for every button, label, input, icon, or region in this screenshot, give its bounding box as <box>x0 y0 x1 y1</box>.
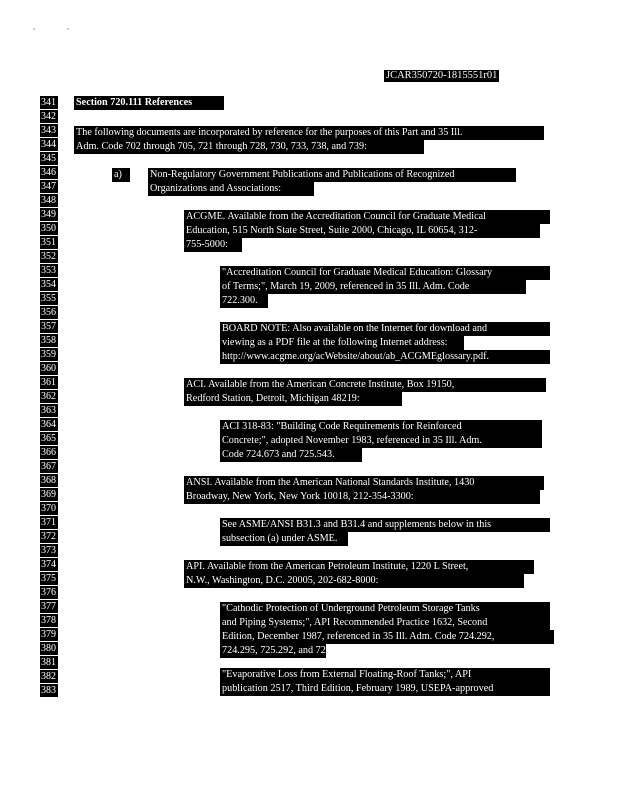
line-number: 352 <box>41 251 56 262</box>
line-number: 372 <box>41 531 56 542</box>
line-number: 358 <box>41 335 56 346</box>
line-number: 341 <box>41 97 56 108</box>
line-number: 382 <box>41 671 56 682</box>
line-number: 353 <box>41 265 56 276</box>
ansi-note-line-2: subsection (a) under ASME. <box>220 532 348 546</box>
api-line-2: N.W., Washington, D.C. 20005, 202-682-8000: <box>184 574 524 588</box>
line-number: 378 <box>41 615 56 626</box>
line-number: 371 <box>41 517 56 528</box>
line-number: 342 <box>41 111 56 122</box>
line-number: 349 <box>41 209 56 220</box>
line-number: 350 <box>41 223 56 234</box>
ansi-note-line-1: See ASME/ANSI B31.3 and B31.4 and supplements below in this <box>220 518 550 532</box>
aci-doc-line-2: Concrete;", adopted November 1983, referenced in 35 Ill. Adm. <box>220 434 542 448</box>
line-number: 370 <box>41 503 56 514</box>
acgme-line-2: Education, 515 North State Street, Suite 2000, Chicago, IL 60654, 312- <box>184 224 540 238</box>
line-number: 366 <box>41 447 56 458</box>
line-number: 351 <box>41 237 56 248</box>
line-number: 363 <box>41 405 56 416</box>
intro-line-1: The following documents are incorporated by reference for the purposes of this Part and 35 Ill. <box>74 126 544 140</box>
acgme-doc-line-2: of Terms;", March 19, 2009, referenced in 35 Ill. Adm. Code <box>220 280 526 294</box>
line-number: 344 <box>41 139 56 150</box>
api-doc2-line-1: "Evaporative Loss from External Floating-Roof Tanks;", API <box>220 668 550 682</box>
line-number: 376 <box>41 587 56 598</box>
line-number: 379 <box>41 629 56 640</box>
acgme-note-line-2: viewing as a PDF file at the following Internet address: <box>220 336 464 350</box>
item-a-line-1: Non-Regulatory Government Publications and Publications of Recognized <box>148 168 516 182</box>
acgme-line-3: 755-5000: <box>184 238 242 252</box>
line-number: 377 <box>41 601 56 612</box>
line-number: 355 <box>41 293 56 304</box>
acgme-doc-line-3: 722.300. <box>220 294 268 308</box>
line-number: 362 <box>41 391 56 402</box>
acgme-line-1: ACGME. Available from the Accreditation Council for Graduate Medical <box>184 210 550 224</box>
aci-doc-line-3: Code 724.673 and 725.543. <box>220 448 362 462</box>
line-number: 348 <box>41 195 56 206</box>
line-number: 381 <box>41 657 56 668</box>
ansi-line-2: Broadway, New York, New York 10018, 212-354-3300: <box>184 490 540 504</box>
line-number: 359 <box>41 349 56 360</box>
line-number: 361 <box>41 377 56 388</box>
item-a-marker: a) <box>112 168 130 182</box>
line-number: 380 <box>41 643 56 654</box>
line-number: 347 <box>41 181 56 192</box>
acgme-note-line-1: BOARD NOTE: Also available on the Internet for download and <box>220 322 550 336</box>
line-number: 357 <box>41 321 56 332</box>
document-header-id: JCAR350720-1815551r01 <box>386 70 498 81</box>
line-number: 360 <box>41 363 56 374</box>
line-number: 369 <box>41 489 56 500</box>
scan-artifact <box>33 28 73 32</box>
line-number: 365 <box>41 433 56 444</box>
item-a-line-2: Organizations and Associations: <box>148 182 314 196</box>
api-doc1-line-1: "Cathodic Protection of Underground Petroleum Storage Tanks <box>220 602 550 616</box>
line-number: 367 <box>41 461 56 472</box>
line-number: 375 <box>41 573 56 584</box>
ansi-line-1: ANSI. Available from the American National Standards Institute, 1430 <box>184 476 544 490</box>
api-doc1-line-4: 724.295, 725.292, and 725.295. <box>222 645 352 656</box>
api-doc1-line-2: and Piping Systems;", API Recommended Practice 1632, Second <box>220 616 550 630</box>
line-number: 368 <box>41 475 56 486</box>
intro-line-2: Adm. Code 702 through 705, 721 through 728, 730, 733, 738, and 739: <box>74 140 424 154</box>
line-number: 343 <box>41 125 56 136</box>
api-line-1: API. Available from the American Petroleum Institute, 1220 L Street, <box>184 560 534 574</box>
api-doc2-line-2: publication 2517, Third Edition, February 1989, USEPA-approved <box>220 682 550 696</box>
line-number: 346 <box>41 167 56 178</box>
aci-doc-line-1: ACI 318-83: "Building Code Requirements for Reinforced <box>220 420 542 434</box>
api-doc1-line-3: Edition, December 1987, referenced in 35 Ill. Adm. Code 724.292, <box>220 630 554 644</box>
line-number: 364 <box>41 419 56 430</box>
acgme-doc-line-1: "Accreditation Council for Graduate Medical Education: Glossary <box>220 266 550 280</box>
acgme-note-line-3: http://www.acgme.org/acWebsite/about/ab_ACGMEglossary.pdf. <box>220 350 550 364</box>
line-number: 354 <box>41 279 56 290</box>
line-number: 383 <box>41 685 56 696</box>
line-number: 345 <box>41 153 56 164</box>
line-number: 356 <box>41 307 56 318</box>
aci-line-2: Redford Station, Detroit, Michigan 48219: <box>184 392 402 406</box>
line-number: 374 <box>41 559 56 570</box>
line-number: 373 <box>41 545 56 556</box>
section-title: Section 720.111 References <box>74 96 224 110</box>
aci-line-1: ACI. Available from the American Concrete Institute, Box 19150, <box>184 378 546 392</box>
